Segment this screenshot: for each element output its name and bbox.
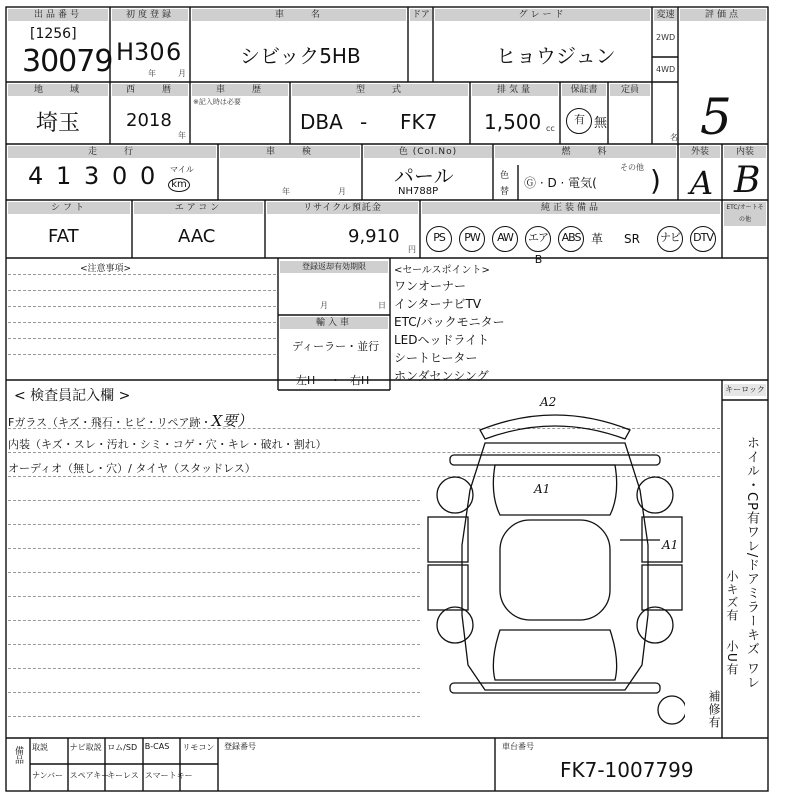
side-note-4: 補修有: [707, 690, 721, 729]
import-right: 右H: [350, 374, 370, 387]
shift-label: シフト: [8, 202, 130, 214]
grade-label: グレード: [435, 9, 650, 21]
year-unit: 年: [148, 69, 156, 78]
transmission-4wd: 4WD: [656, 65, 676, 74]
side-note-1: ホイル・CP有ワレ/ドアミラーキズ ワレ: [744, 436, 759, 690]
fuel-close: ): [650, 164, 661, 197]
capacity-unit: 名: [670, 133, 678, 142]
ruled-line: [8, 596, 420, 597]
recycle-unit: 円: [408, 245, 416, 254]
equipment-item: DTV: [690, 226, 716, 252]
equipment-item: SR: [624, 232, 640, 246]
equipment-item: エアB: [525, 226, 551, 252]
spare-tire: [658, 696, 685, 724]
capacity-label: 定員: [610, 84, 650, 96]
exterior-grade: A: [690, 164, 714, 202]
mark-side: A1: [662, 538, 679, 552]
mileage-digit: 1: [56, 162, 72, 190]
rear-bumper: [450, 455, 660, 465]
color-name: パール: [394, 164, 454, 188]
sales-points-label: <セールスポイント>: [394, 265, 490, 276]
side-note-2: 小キズ有: [725, 570, 739, 622]
displacement: 1,500: [484, 110, 542, 134]
sales-point-item: LEDヘッドライト: [394, 333, 490, 347]
rear-window: [493, 465, 616, 515]
rating-label: 評価点: [680, 9, 766, 21]
first-reg-label: 初度登録: [112, 9, 188, 21]
rating-value: 5: [700, 88, 732, 146]
recycle-label: リサイクル預託金: [267, 202, 418, 214]
ruled-line: [8, 716, 420, 717]
mileage-digit: 4: [28, 162, 44, 190]
ruled-line: [8, 500, 420, 501]
sales-point-item: ホンダセンシング: [394, 369, 489, 383]
model-type-label: 型 式: [292, 84, 468, 96]
mileage-unit-mile: マイル: [170, 165, 194, 174]
fuel-label: 燃 料: [495, 146, 676, 158]
displacement-label: 排気量: [472, 84, 558, 96]
equipment-extra: ETC/オートその他: [724, 202, 766, 226]
transmission-2wd: 2WD: [656, 33, 676, 42]
door-label: ドア: [410, 9, 432, 21]
windshield: [493, 630, 616, 680]
month-unit: 月: [178, 69, 186, 78]
model-code: FK7: [400, 110, 438, 134]
equipment-item: ナビ: [657, 226, 683, 252]
warranty-yes: 有: [566, 108, 592, 134]
accessory-item: リモコン: [182, 743, 215, 752]
mileage-digit: 3: [84, 162, 100, 190]
color-swap-1: 色: [500, 171, 510, 181]
ruled-line: [8, 548, 420, 549]
sales-point-item: シートヒーター: [394, 351, 478, 365]
warranty-label: 保証書: [562, 84, 606, 96]
ruled-line: [8, 668, 420, 669]
wheel-rear-right: [637, 477, 673, 513]
region: 埼玉: [36, 111, 81, 136]
accessory-item: B-CAS: [144, 742, 170, 751]
accessory-item: ナビ取説: [69, 743, 102, 752]
inspector-line-1: Fガラス（キズ・飛石・ヒビ・リペア跡・: [8, 416, 212, 429]
inspector-line-3: オーディオ（無し・穴）/ タイヤ（スタッドレス）: [8, 462, 256, 475]
wheel-front-left: [437, 607, 473, 643]
expiry-month-unit: 月: [320, 301, 328, 310]
accessory-item: スペアキー: [69, 771, 110, 780]
mileage-label: 走 行: [8, 146, 216, 158]
roof: [500, 520, 610, 620]
inspection-label: 車 検: [220, 146, 360, 158]
fuel-options: Ⓖ · D · 電気(: [524, 176, 597, 190]
import-left: 左H: [296, 374, 316, 387]
accessories-label: 備品: [13, 746, 23, 764]
accessory-item: 取説: [32, 743, 48, 752]
sales-point-item: インターナビTV: [394, 297, 482, 311]
shift: FAT: [48, 226, 79, 247]
lot-number: 30079: [22, 44, 113, 79]
inspector-line-2: 内装（キズ・スレ・汚れ・シミ・コゲ・穴・キレ・破れ・割れ）: [8, 438, 327, 451]
car-diagram: [420, 395, 685, 735]
mark-roof: A2: [540, 395, 557, 409]
mark-body: A1: [534, 482, 551, 496]
transmission-label: 変速: [654, 9, 677, 21]
chassis-number: FK7-1007799: [560, 758, 694, 782]
car-name-label: 車 名: [192, 9, 406, 21]
equipment-item: PW: [459, 226, 485, 252]
year-label: 西 暦: [112, 84, 188, 96]
import-dot: ・: [330, 374, 341, 387]
first-reg-month: 6: [166, 38, 182, 66]
reg-number-label: 登録番号: [224, 742, 256, 751]
equipment-item: ABS: [558, 226, 584, 252]
aircon-label: エアコン: [134, 202, 263, 214]
expiry-day-unit: 日: [378, 301, 386, 310]
sales-point-item: ワンオーナー: [394, 279, 467, 293]
model-dash: -: [360, 110, 368, 134]
ruled-line: [8, 620, 420, 621]
lot-no-label: 出品番号: [8, 9, 108, 21]
sales-point-item: ETC/バックモニター: [394, 315, 505, 329]
year: 2018: [126, 110, 172, 131]
region-label: 地 域: [8, 84, 108, 96]
interior-label: 内装: [724, 146, 766, 158]
mileage-digit: 0: [112, 162, 128, 190]
inspection-month-unit: 月: [338, 187, 346, 196]
model-prefix: DBA: [300, 110, 343, 134]
car-name: シビック5HB: [240, 44, 361, 68]
aircon: AAC: [178, 226, 216, 247]
inspector-line-1-mark: X要）: [211, 412, 253, 430]
accessory-item: キーレス: [107, 771, 139, 780]
vehicle-reg-label: 車 歴: [192, 84, 288, 96]
lot-code: [1256]: [30, 26, 77, 42]
rear-spoiler: [480, 415, 630, 439]
grade: ヒョウジュン: [496, 44, 616, 68]
mileage-unit-km: km: [168, 178, 190, 192]
notes-label: <注意事項>: [80, 264, 132, 274]
import-label: 輸入車: [280, 317, 388, 329]
car-body-outline: [462, 443, 648, 690]
equipment-item: AW: [492, 226, 518, 252]
wheel-rear-left: [437, 477, 473, 513]
first-reg-year: H30: [116, 38, 165, 66]
accessory-item: スマートキー: [144, 771, 193, 780]
equipment-label: 純正装備品: [422, 202, 720, 214]
wheel-front-right: [637, 607, 673, 643]
year-unit-2: 年: [178, 131, 186, 140]
ruled-line: [8, 644, 420, 645]
equipment-item: 革: [591, 232, 604, 246]
ruled-line: [8, 572, 420, 573]
side-note-3: 小U有: [725, 640, 739, 676]
key-lock-label: キーロック: [725, 385, 765, 394]
chassis-label: 車台番号: [502, 742, 534, 751]
import-dealer: ディーラー・並行: [292, 340, 380, 353]
color-swap-2: 替: [500, 187, 510, 197]
equipment-item: PS: [426, 226, 452, 252]
ruled-line: [8, 692, 420, 693]
inspection-year-unit: 年: [282, 187, 290, 196]
displacement-unit: cc: [546, 124, 555, 133]
color-label: 色 (Col.No): [364, 146, 492, 158]
interior-grade: B: [734, 160, 761, 201]
warranty-no: 無: [594, 116, 608, 131]
accessory-item: ロム/SD: [107, 743, 138, 752]
mileage-digit: 0: [140, 162, 156, 190]
recycle-amount: 9,910: [348, 226, 400, 247]
exterior-label: 外装: [680, 146, 720, 158]
reg-note: ※記入時は必要: [193, 98, 241, 106]
inspector-label: < 検査員記入欄 >: [14, 388, 131, 404]
fuel-other: その他: [620, 163, 644, 172]
color-code: NH788P: [398, 186, 439, 197]
ruled-line: [8, 524, 420, 525]
reg-expiry-label: 登録返却有効期限: [280, 261, 388, 273]
accessory-item: ナンバー: [32, 771, 64, 780]
